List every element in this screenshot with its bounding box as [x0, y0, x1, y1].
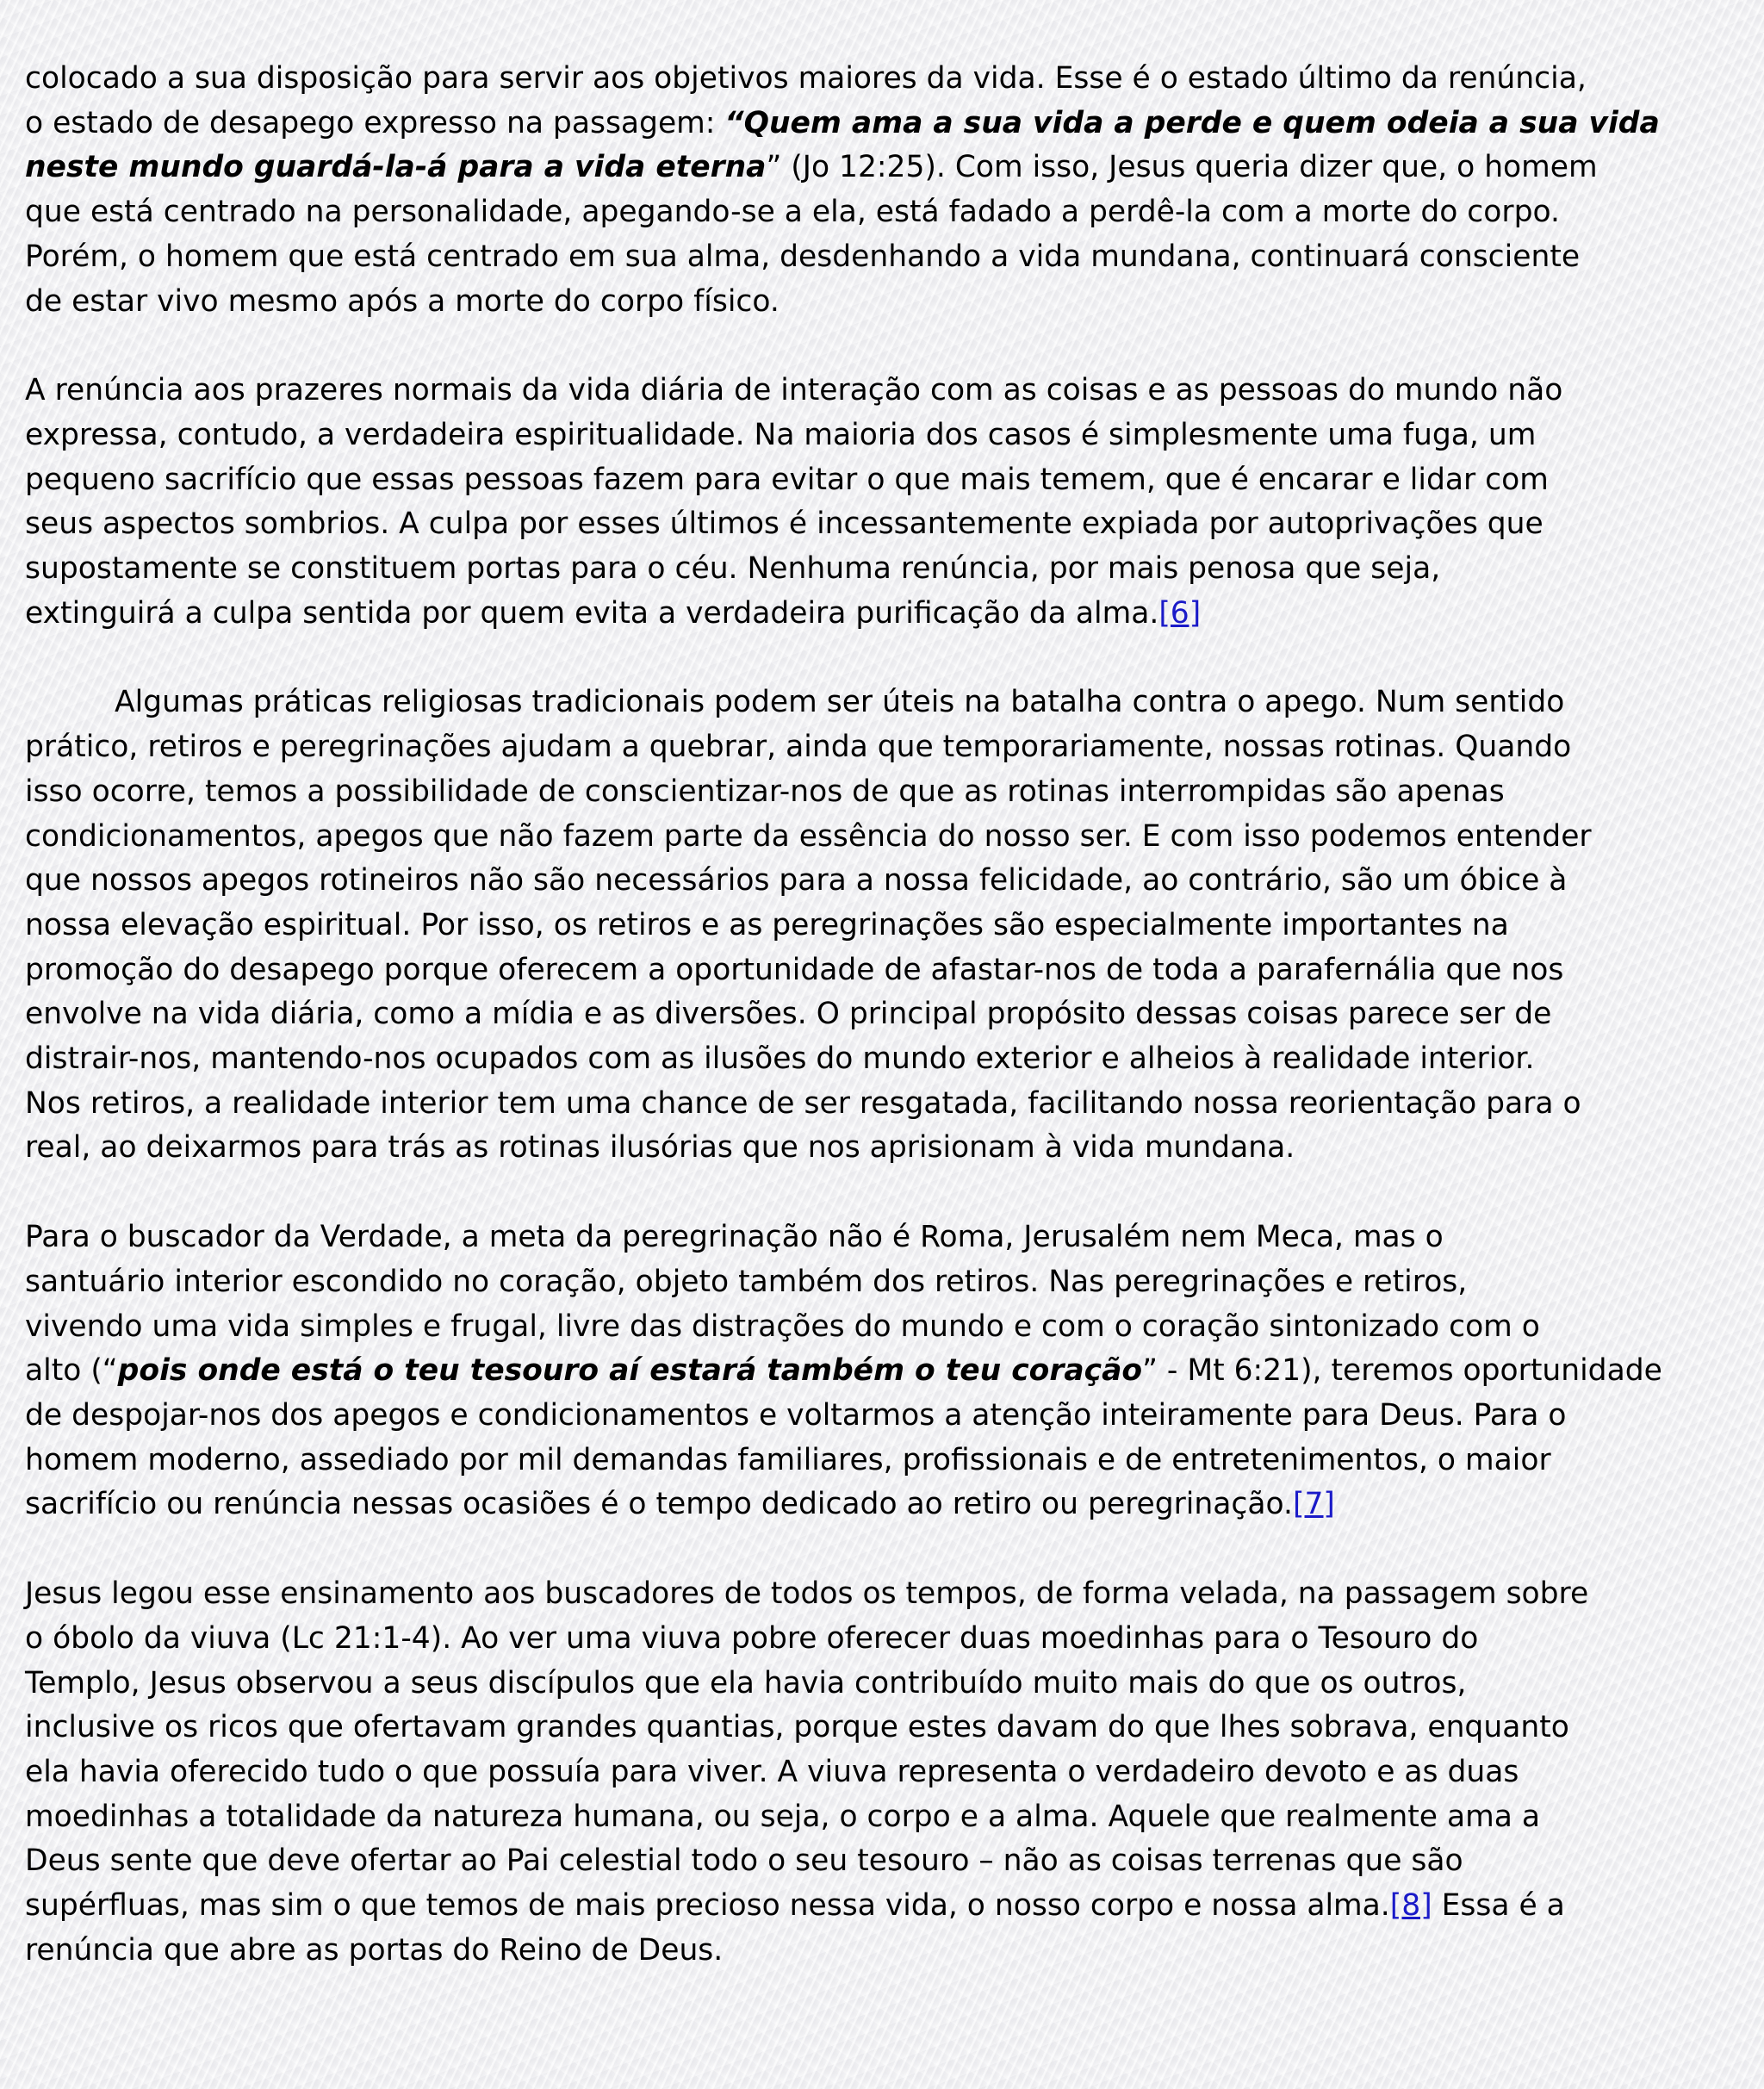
- footnote-link-6[interactable]: [6]: [1158, 595, 1202, 631]
- paragraph-text: ” (Jo 12:25). Com isso, Jesus queria dizer que, o homem que está centrado na personalidade, apegando-se a ela, está fadado a perdê-la com a morte do corpo. Porém, o homem que está centrado em sua alma, desdenhando a vida mundana, continuará consciente de estar vivo mesmo após a morte do corpo físico.: [25, 150, 1598, 319]
- paragraph-renuncia-prazeres: [25, 369, 1748, 636]
- paragraph-text: colocado a sua disposição para servir aos objetivos maiores da vida. Esse é o estado último da renúncia, o estado de desapego expresso na passagem:: [25, 61, 1587, 140]
- paragraph-buscador-verdade: [25, 1215, 1748, 1527]
- paragraph-text: Para o buscador da Verdade, a meta da peregrinação não é Roma, Jerusalém nem Meca, mas o santuário interior escondido no coração, objeto também dos retiros. Nas peregrinações e retiros, vivendo uma vida simples e frugal, livre das distrações do mundo e com o coração sintonizado com o alto (“: [25, 1220, 1540, 1389]
- paragraph-text: A renúncia aos prazeres normais da vida diária de interação com as coisas e as pessoas do mundo não expressa, contudo, a verdadeira espiritualidade. Na maioria dos casos é simplesmente uma fuga, um pequeno sacrifício que essas pessoas fazem para evitar o que mais temem, que é encarar e lidar com seus aspectos sombrios. A culpa por esses últimos é incessantemente expiada por autoprivações que supostamente se constituem portas para o céu. Nenhuma renúncia, por mais penosa que seja, extinguirá a culpa sentida por quem evita a verdadeira purificação da alma.: [25, 373, 1563, 631]
- bible-quote-jo-12-25: “Quem ama a sua vida a perde e quem odeia a sua vida neste mundo guardá-la-á para a vida eterna: [25, 105, 1660, 185]
- paragraph-text: ” - Mt 6:21), teremos oportunidade de despojar-nos dos apegos e condicionamentos e voltarmos a atenção inteiramente para Deus. Para o homem moderno, assediado por mil demandas familiares, profissionais e de entretenimentos, o maior sacrifício ou renúncia nessas ocasiões é o tempo dedicado ao retiro ou peregrinação.: [25, 1353, 1662, 1522]
- paragraph-praticas-religiosas: [25, 681, 1748, 1171]
- paragraph-text: Essa é a renúncia que abre as portas do Reino de Deus.: [25, 1888, 1565, 1968]
- paragraph-text: Algumas práticas religiosas tradicionais podem ser úteis na batalha contra o apego. Num sentido prático, retiros e peregrinações ajudam a quebrar, ainda que temporariamente, nossas rotinas. Quando isso ocorre, temos a possibilidade de conscientizar-nos de que as rotinas interrompidas são apenas condicionamentos, apegos que não fazem parte da essência do nosso ser. E com isso podemos entender que nossos apegos rotineiros não são necessários para a nossa felicidade, ao contrário, são um óbice à nossa elevação espiritual. Por isso, os retiros e as peregrinações são especialmente importantes na promoção do desapego porque oferecem a oportunidade de afastar-nos de toda a parafernália que nos envolve na vida diária, como a mídia e as diversões. O principal propósito dessas coisas parece ser de distrair-nos, mantendo-nos ocupados com as ilusões do mundo exterior e alheios à realidade interior. Nos retiros, a realidade interior tem uma chance de ser resgatada, facilitando nossa reorientação para o real, ao deixarmos para trás as rotinas ilusórias que nos aprisionam à vida mundana.: [25, 685, 1592, 1166]
- paragraph-obolo-viuva: [25, 1572, 1748, 1973]
- paragraph-text: Jesus legou esse ensinamento aos buscadores de todos os tempos, de forma velada, na passagem sobre o óbolo da viuva (Lc 21:1-4). Ao ver uma viuva pobre oferecer duas moedinhas para o Tesouro do Templo, Jesus observou a seus discípulos que ela havia contribuído muito mais do que os outros, inclusive os ricos que ofertavam grandes quantias, porque estes davam do que lhes sobrava, enquanto ela havia oferecido tudo o que possuía para viver. A viuva representa o verdadeiro devoto e as duas moedinhas a totalidade da natureza humana, ou seja, o corpo e a alma. Aquele que realmente ama a Deus sente que deve ofertar ao Pai celestial todo o seu tesouro – não as coisas terrenas que são supérfluas, mas sim o que temos de mais precioso nessa vida, o nosso corpo e nossa alma.: [25, 1576, 1589, 1924]
- bible-quote-mt-6-21: pois onde está o teu tesouro aí estará também o teu coração: [117, 1353, 1143, 1389]
- document-body: [25, 57, 1748, 2018]
- footnote-link-7[interactable]: [7]: [1292, 1487, 1335, 1522]
- paragraph-renuncia-estado-ultimo: [25, 57, 1748, 324]
- footnote-link-8[interactable]: [8]: [1389, 1888, 1432, 1924]
